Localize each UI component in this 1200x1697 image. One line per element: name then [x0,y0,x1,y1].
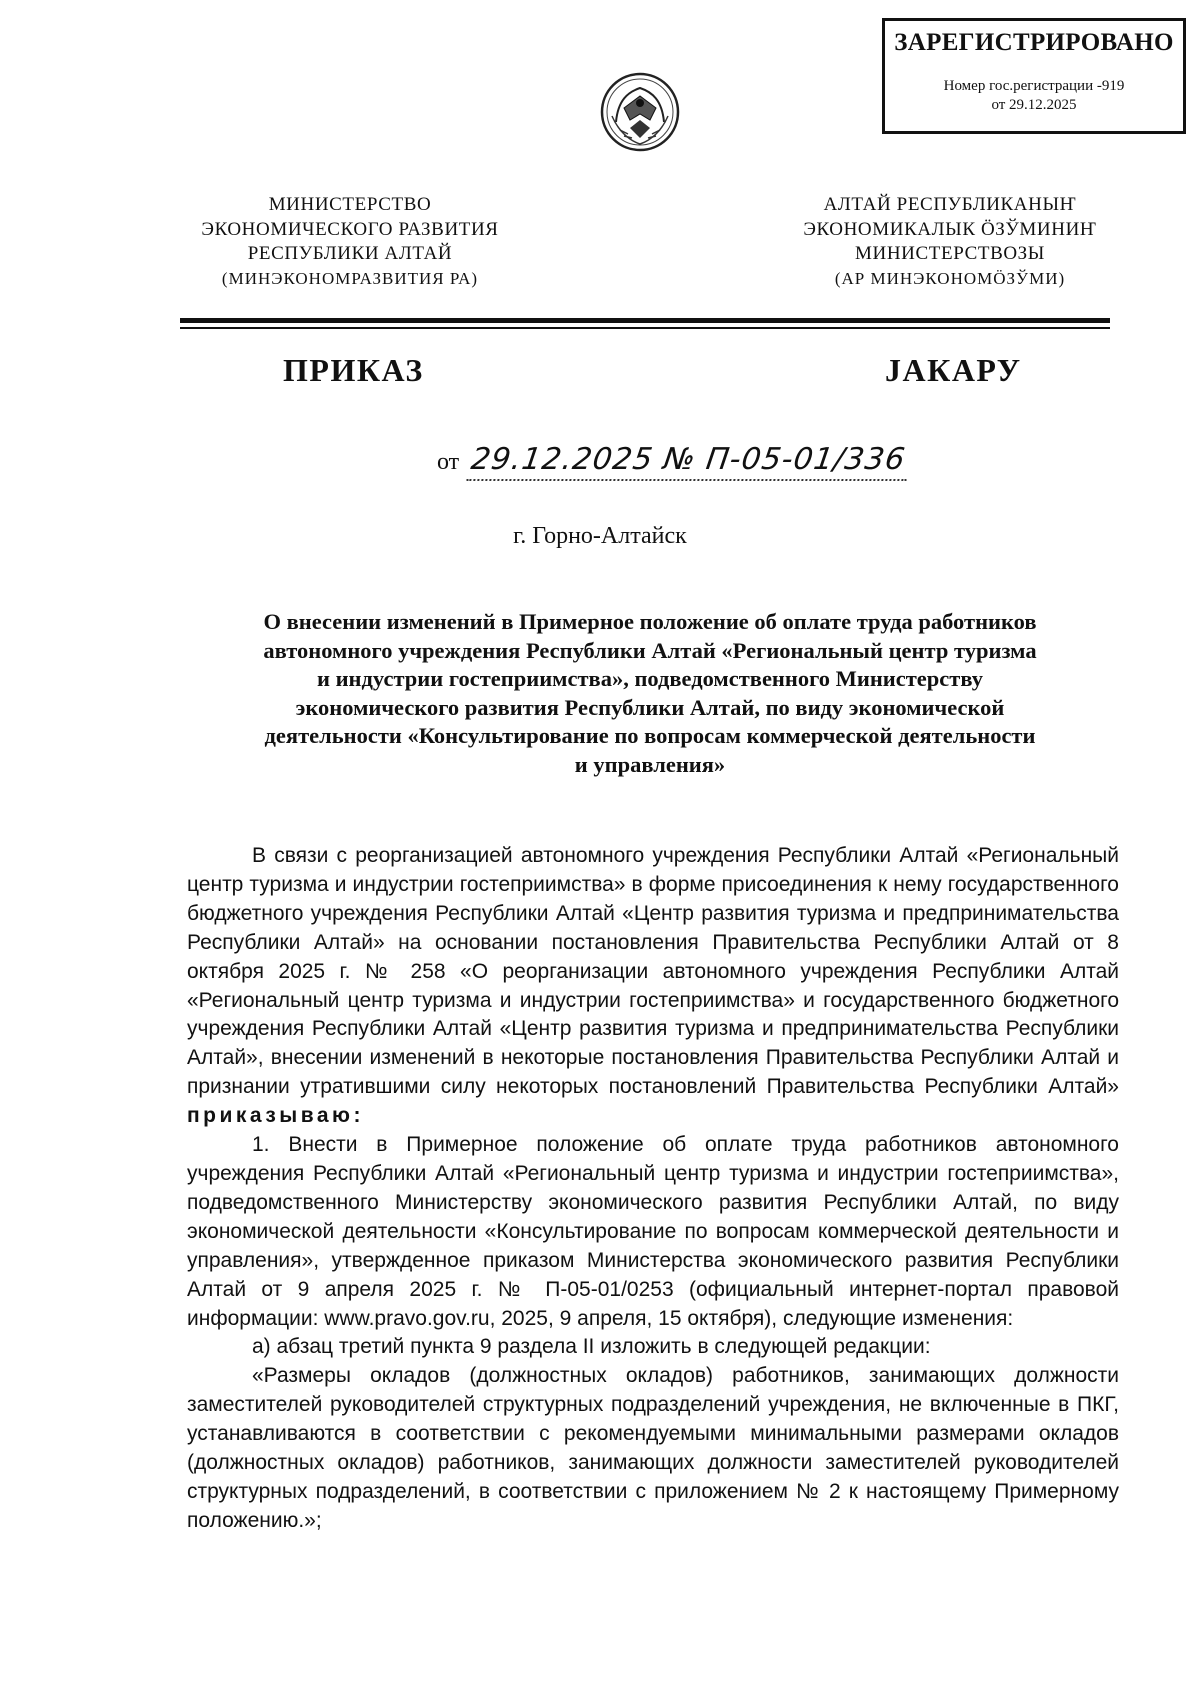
title-line: О внесении изменений в Примерное положение об оплате труда работников [263,609,1037,634]
order-title-altai: ЈАКАРУ [885,352,1022,388]
ministry-alt-line3: МИНИСТЕРСТВОЗЫ [855,243,1045,264]
order-handwritten-number: 29.12.2025 № П-05-01/336 [466,442,911,481]
ministry-ru-abbr: (МИНЭКОНОМРАЗВИТИЯ РА) [221,268,479,288]
ministry-ru-line3: РЕСПУБЛИКИ АЛТАЙ [247,243,453,264]
title-line: и индустрии гостеприимства», подведомственного Министерству [317,666,983,692]
ministry-header-russian [170,193,530,291]
registration-date: от 29.12.2025 [991,97,1077,113]
body-paragraph-item1: 1. Внести в Примерное положение об оплате труда работников автономного учреждения Республики Алтай «Региональный центр туризма и индустрии гостеприимства», подведомственного Министерству экономического развития Республики Алтай, по виду экономической деятельности «Консультирование по вопросам коммерческой деятельности и управления», утвержденное приказом Министерства экономического развития Республики Алтай от 9 апреля 2025 г. № П-05-01/0253 (официальный интернет-портал правовой информации: www.pravo.gov.ru, 2025, 9 апреля, 15 октября), следующие изменения: [187,1133,1119,1330]
ministry-ru-line2: ЭКОНОМИЧЕСКОГО РАЗВИТИЯ [201,218,499,240]
order-verb: приказываю: [187,1104,364,1128]
title-line: автономного учреждения Республики Алтай «Региональный центр туризма [263,637,1037,663]
registration-title: ЗАРЕГИСТРИРОВАНО [894,29,1174,56]
coat-of-arms-icon [598,70,682,154]
title-line: экономического развития Республики Алтай, по виду экономической [295,694,1005,720]
ministry-header-altai [790,193,1110,291]
body-paragraph-subitem-a: а) абзац третий пункта 9 раздела II изложить в следующей редакции: [252,1335,931,1359]
order-number-line [437,442,909,492]
preamble-text: В связи с реорганизацией автономного учреждения Республики Алтай «Региональный центр туризма и индустрии гостеприимства» в форме присоединения к нему государственного бюджетного учреждения Республики Алтай «Центр развития туризма и предпринимательства Республики Алтай» на основании постановления Правительства Республики Алтай от 8 октября 2025 г. № 258 «О реорганизации автономного учреждения Республики Алтай «Региональный центр туризма и индустрии гостеприимства» и государственного бюджетного учреждения Республики Алтай «Центр развития туризма и предпринимательства Республики Алтай», внесении изменений в некоторые постановления Правительства Республики Алтай и признании утратившими силу некоторых постановлений Правительства Республики Алтай» [187,844,1119,1099]
body-paragraph-quote: «Размеры окладов (должностных окладов) работников, занимающих должности заместителей руководителей структурных подразделений учреждения, не включенные в ПКГ, устанавливаются в соответствии с рекомендуемыми минимальными размерами окладов (должностных окладов) работников, занимающих должности заместителей руководителей структурных подразделений, в соответствии с приложением № 2 к настоящему Примерному положению.»; [187,1364,1119,1532]
ministry-alt-abbr: (АР МИНЭКОНОМÖЗЎМИ) [834,268,1066,288]
ministry-alt-line1: АЛТАЙ РЕСПУБЛИКАНЫҤ [823,194,1077,215]
title-line: деятельности «Консультирование по вопросам коммерческой деятельности [264,723,1036,749]
city: г. Горно-Алтайск [513,523,687,549]
order-from-label: от [437,449,460,475]
order-title-russian: ПРИКАЗ [283,352,424,388]
header-divider-thick [180,318,1110,323]
document-body [187,842,1119,1536]
registration-stamp [882,18,1186,134]
body-paragraph-preamble [187,842,1119,1131]
document-title [200,608,1100,780]
registration-number: Номер гос.регистрации -919 [943,78,1125,94]
title-line: и управления» [574,751,726,777]
ministry-ru-line1: МИНИСТЕРСТВО [268,194,432,215]
header-divider-thin [180,327,1110,329]
ministry-alt-line2: ЭКОНОМИКАЛЫК ÖЗЎМИНИҤ [803,218,1097,240]
